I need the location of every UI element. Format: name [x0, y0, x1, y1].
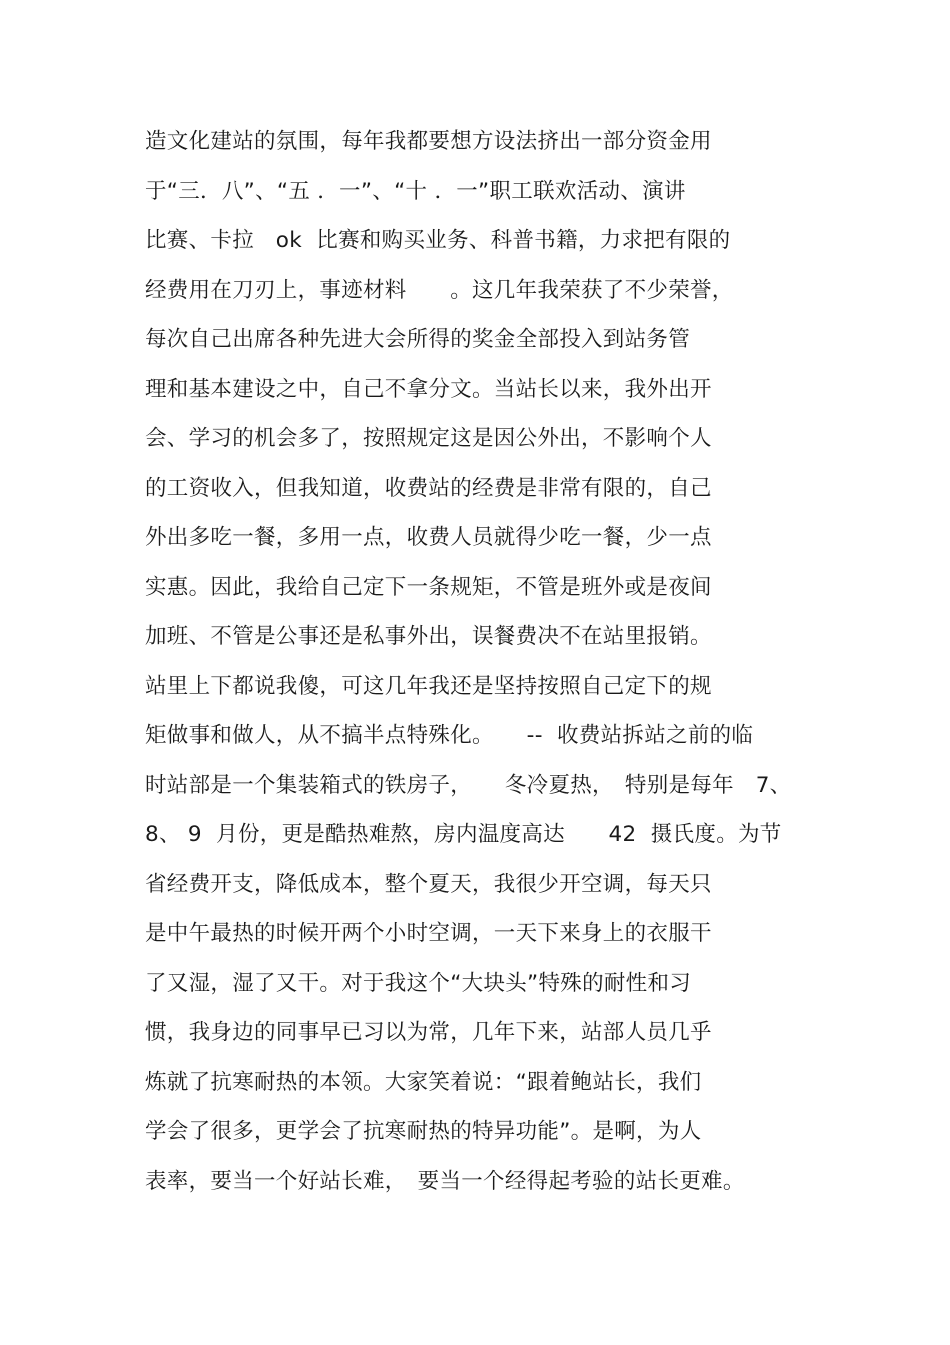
text-line: 时站部是一个集装箱式的铁房子， 冬冷夏热， 特别是每年 7、	[145, 772, 792, 798]
text-line: 比赛、卡拉 ok 比赛和购买业务、科普书籍，力求把有限的	[145, 228, 731, 253]
text-line: 理和基本建设之中，自己不拿分文。当站长以来，我外出开	[145, 376, 712, 402]
text-line: 学会了很多，更学会了抗寒耐热的特异功能”。是啊，为人	[145, 1119, 702, 1144]
text-line: 造文化建站的氛围，每年我都要想方设法挤出一部分资金用	[145, 129, 712, 154]
text-line: 了又湿，湿了又干。对于我这个“大块头”特殊的耐性和习	[145, 970, 692, 996]
body-text	[145, 122, 935, 1211]
text-line: 炼就了抗寒耐热的本领。大家笑着说：“跟着鲍站长，我们	[145, 1069, 702, 1095]
text-line: 矩做事和做人，从不搞半点特殊化。 -- 收费站拆站之前的临	[145, 723, 754, 748]
text-line: 实惠。因此，我给自己定下一条规矩，不管是班外或是夜间	[145, 574, 712, 600]
text-line: 省经费开支，降低成本，整个夏天，我很少开空调，每天只	[145, 871, 712, 897]
text-line: 于“三．八”、“五 ．一”、“十 ．一”职工联欢活动、演讲	[145, 178, 686, 204]
text-line: 外出多吃一餐，多用一点，收费人员就得少吃一餐，少一点	[145, 525, 712, 550]
text-line: 加班、不管是公事还是私事外出，误餐费决不在站里报销。	[145, 624, 712, 649]
text-line: 每次自己出席各种先进大会所得的奖金全部投入到站务管	[145, 327, 691, 352]
text-line: 表率，要当一个好站长难， 要当一个经得起考验的站长更难。	[145, 1168, 745, 1194]
text-line: 站里上下都说我傻，可这几年我还是坚持按照自己定下的规	[145, 673, 712, 699]
text-line: 惯，我身边的同事早已习以为常，几年下来，站部人员几乎	[145, 1020, 712, 1045]
text-line: 是中午最热的时候开两个小时空调，一天下来身上的衣服干	[145, 921, 712, 946]
text-line: 8、 9 月份，更是酷热难熬，房内温度高达 42 摄氏度。为节	[145, 822, 782, 847]
text-line: 经费用在刀刃上，事迹材料 。这几年我荣获了不少荣誉，	[145, 277, 734, 303]
text-line: 的工资收入，但我知道，收费站的经费是非常有限的，自己	[145, 475, 712, 501]
text-line: 会、学习的机会多了，按照规定这是因公外出，不影响个人	[145, 426, 712, 451]
